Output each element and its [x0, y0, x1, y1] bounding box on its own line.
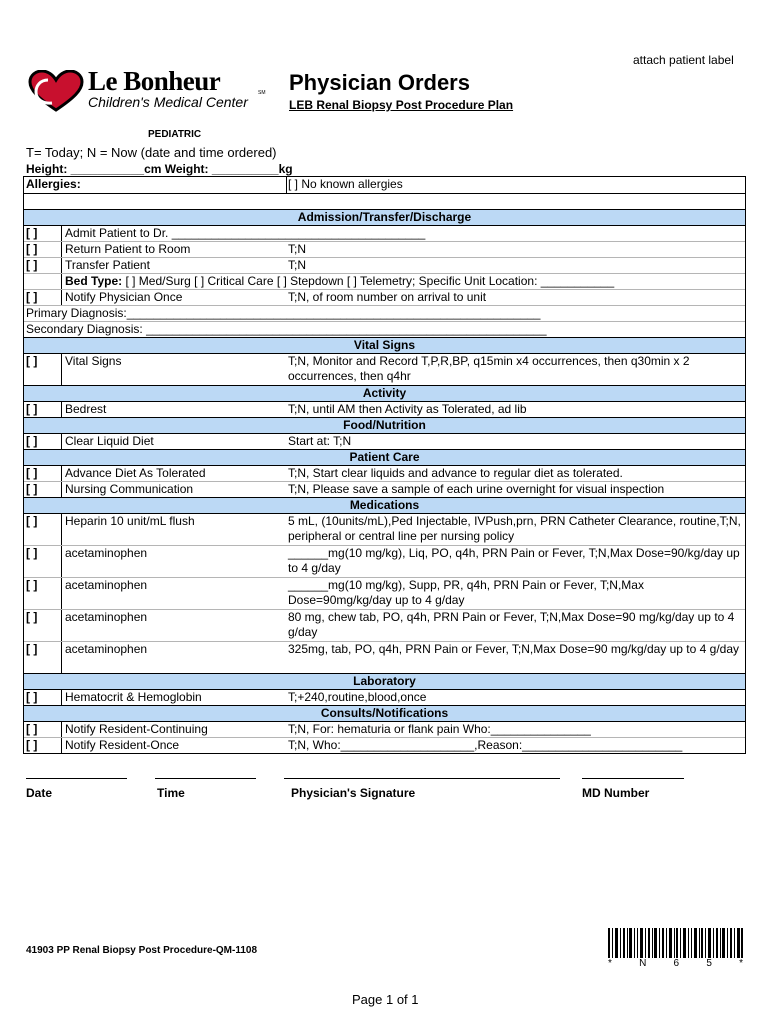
bed-type-choices[interactable]: [ ] Med/Surg [ ] Critical Care [ ] Stepdown [ ] Telemetry; Specific Unit Location: ___________ — [122, 274, 615, 288]
order-name: Admit Patient to Dr. ______________________________________ — [61, 226, 561, 241]
order-row — [24, 737, 745, 753]
order-name: Clear Liquid Diet — [61, 434, 284, 449]
order-row — [24, 689, 745, 705]
order-row — [24, 241, 745, 257]
order-detail: T;N, For: hematuria or flank pain Who:_______________ — [288, 722, 591, 736]
order-checkbox[interactable]: [ ] — [26, 690, 38, 704]
primary-diagnosis-row — [24, 305, 745, 321]
logo-brand: Le Bonheur — [88, 66, 221, 96]
section-title: Vital Signs — [353, 338, 416, 352]
section-consults — [24, 705, 745, 721]
md-number-line[interactable] — [582, 778, 684, 779]
order-name: Notify Physician Once — [61, 290, 284, 305]
attach-patient-label: attach patient label — [633, 53, 734, 67]
order-detail: T;N, Please save a sample of each urine overnight for visual inspection — [288, 482, 665, 496]
order-name: acetaminophen — [61, 546, 284, 577]
order-row — [24, 353, 745, 385]
blank-row — [24, 193, 745, 209]
section-title: Activity — [362, 386, 407, 400]
order-checkbox[interactable]: [ ] — [26, 434, 38, 448]
logo-subtitle: Children's Medical Center — [88, 94, 248, 110]
physician-signature-line[interactable] — [284, 778, 560, 779]
order-checkbox[interactable]: [ ] — [26, 722, 38, 736]
barcode-char: * — [608, 958, 612, 969]
heart-logo-icon — [26, 70, 86, 112]
barcode-char: * — [739, 958, 743, 969]
order-checkbox[interactable]: [ ] — [26, 354, 38, 368]
height-weight-field[interactable]: Height: ___________cm Weight: __________kg — [26, 162, 293, 176]
order-detail: T;+240,routine,blood,once — [288, 690, 427, 704]
order-checkbox[interactable]: [ ] — [26, 738, 38, 752]
order-name: Hematocrit & Hemoglobin — [61, 690, 284, 705]
order-name: Bedrest — [61, 402, 284, 417]
order-name: Transfer Patient — [61, 258, 284, 273]
barcode-char: 5 — [706, 958, 712, 969]
order-name: acetaminophen — [61, 610, 284, 641]
order-name: Vital Signs — [61, 354, 284, 385]
order-detail: T;N, Who:____________________,Reason:________________________ — [288, 738, 683, 752]
barcode-char: 6 — [673, 958, 680, 969]
section-admission — [24, 209, 745, 225]
order-name: Nursing Communication — [61, 482, 284, 497]
date-line[interactable] — [26, 778, 127, 779]
order-detail: 5 mL, (10units/mL),Ped Injectable, IVPush,prn, PRN Catheter Clearance, routine,T;N, peripheral or central line per nursing policy — [288, 514, 741, 543]
order-checkbox[interactable]: [ ] — [26, 402, 38, 416]
order-name: acetaminophen — [61, 642, 284, 673]
order-checkbox[interactable]: [ ] — [26, 466, 38, 480]
order-checkbox[interactable]: [ ] — [26, 610, 38, 624]
order-row — [24, 641, 745, 673]
order-checkbox[interactable]: [ ] — [26, 226, 38, 240]
section-title: Consults/Notifications — [320, 706, 449, 720]
order-checkbox[interactable]: [ ] — [26, 242, 38, 256]
section-title: Patient Care — [349, 450, 420, 464]
order-checkbox[interactable]: [ ] — [26, 482, 38, 496]
le-bonheur-logo — [26, 66, 271, 112]
page-number: Page 1 of 1 — [352, 992, 419, 1007]
section-title: Food/Nutrition — [343, 418, 426, 432]
barcode-characters — [608, 958, 743, 969]
order-checkbox[interactable]: [ ] — [26, 578, 38, 592]
order-checkbox[interactable]: [ ] — [26, 642, 38, 656]
order-checkbox[interactable]: [ ] — [26, 290, 38, 304]
order-detail: ______mg(10 mg/kg), Liq, PO, q4h, PRN Pain or Fever, T;N,Max Dose=90/kg/day up to 4 g/day — [288, 546, 740, 575]
bed-type-label: Bed Type: — [65, 274, 123, 288]
order-name: acetaminophen — [61, 578, 284, 609]
page-title: Physician Orders — [289, 70, 470, 95]
order-row — [24, 577, 745, 609]
order-detail: T;N, Start clear liquids and advance to regular diet as tolerated. — [288, 466, 623, 480]
time-legend: T= Today; N = Now (date and time ordered) — [26, 145, 277, 160]
order-detail: T;N, until AM then Activity as Tolerated, ad lib — [288, 402, 527, 416]
order-name: Advance Diet As Tolerated — [61, 466, 284, 481]
section-activity — [24, 385, 745, 401]
section-food-nutrition — [24, 417, 745, 433]
order-row — [24, 721, 745, 737]
section-vital-signs — [24, 337, 745, 353]
order-detail: ______mg(10 mg/kg), Supp, PR, q4h, PRN Pain or Fever, T;N,Max Dose=90mg/kg/day up to 4 g/day — [288, 578, 644, 607]
page-subtitle: LEB Renal Biopsy Post Procedure Plan — [289, 98, 514, 112]
orders-table — [23, 176, 746, 754]
time-label: Time — [157, 786, 185, 800]
section-laboratory — [24, 673, 745, 689]
order-checkbox[interactable]: [ ] — [26, 514, 38, 528]
order-row — [24, 465, 745, 481]
order-detail: T;N, of room number on arrival to unit — [288, 290, 487, 304]
pediatric-label: PEDIATRIC — [148, 129, 202, 140]
order-row — [24, 225, 745, 241]
order-detail: T;N, Monitor and Record T,P,R,BP, q15min x4 occurrences, then q30min x 2 occurrences, then q4hr — [288, 354, 690, 383]
allergies-label: Allergies: — [26, 177, 81, 191]
order-detail: 80 mg, chew tab, PO, q4h, PRN Pain or Fever, T;N,Max Dose=90 mg/kg/day up to 4 g/day — [288, 610, 735, 639]
order-row — [24, 609, 745, 641]
order-row — [24, 545, 745, 577]
order-detail: T;N — [288, 242, 306, 256]
order-row — [24, 289, 745, 305]
section-title: Laboratory — [353, 674, 416, 688]
order-row — [24, 513, 745, 545]
secondary-diagnosis-field[interactable]: Secondary Diagnosis: ____________________________________________________________ — [26, 322, 547, 336]
barcode-icon — [608, 928, 743, 958]
order-checkbox[interactable]: [ ] — [26, 258, 38, 272]
no-known-allergies-checkbox[interactable]: [ ] No known allergies — [288, 177, 403, 191]
section-medications — [24, 497, 745, 513]
order-name: Return Patient to Room — [61, 242, 284, 257]
secondary-diagnosis-row — [24, 321, 745, 337]
logo-service-mark: SM — [258, 90, 266, 96]
order-name: Heparin 10 unit/mL flush — [61, 514, 284, 545]
time-line[interactable] — [155, 778, 256, 779]
order-detail: T;N — [288, 258, 306, 272]
section-title: Medications — [349, 498, 420, 512]
signature-block — [0, 778, 770, 808]
section-title: Admission/Transfer/Discharge — [297, 210, 472, 224]
primary-diagnosis-field[interactable]: Primary Diagnosis:______________________________________________________________ — [26, 306, 541, 320]
bed-type-row — [24, 273, 745, 289]
order-detail: 325mg, tab, PO, q4h, PRN Pain or Fever, T;N,Max Dose=90 mg/kg/day up to 4 g/day — [288, 642, 740, 656]
date-label: Date — [26, 786, 53, 800]
bed-type-options[interactable] — [61, 274, 721, 289]
order-detail: Start at: T;N — [288, 434, 352, 448]
allergies-row — [24, 177, 745, 193]
md-number-label: MD Number — [582, 786, 650, 800]
order-name: Notify Resident-Continuing — [61, 722, 284, 737]
form-identifier: 41903 PP Renal Biopsy Post Procedure-QM-1108 — [26, 945, 258, 956]
physician-signature-label: Physician's Signature — [291, 786, 416, 800]
section-patient-care — [24, 449, 745, 465]
order-row — [24, 481, 745, 497]
order-row — [24, 401, 745, 417]
order-name: Notify Resident-Once — [61, 738, 284, 753]
order-checkbox[interactable]: [ ] — [26, 546, 38, 560]
barcode-char: N — [639, 958, 647, 969]
order-row — [24, 257, 745, 273]
order-row — [24, 433, 745, 449]
